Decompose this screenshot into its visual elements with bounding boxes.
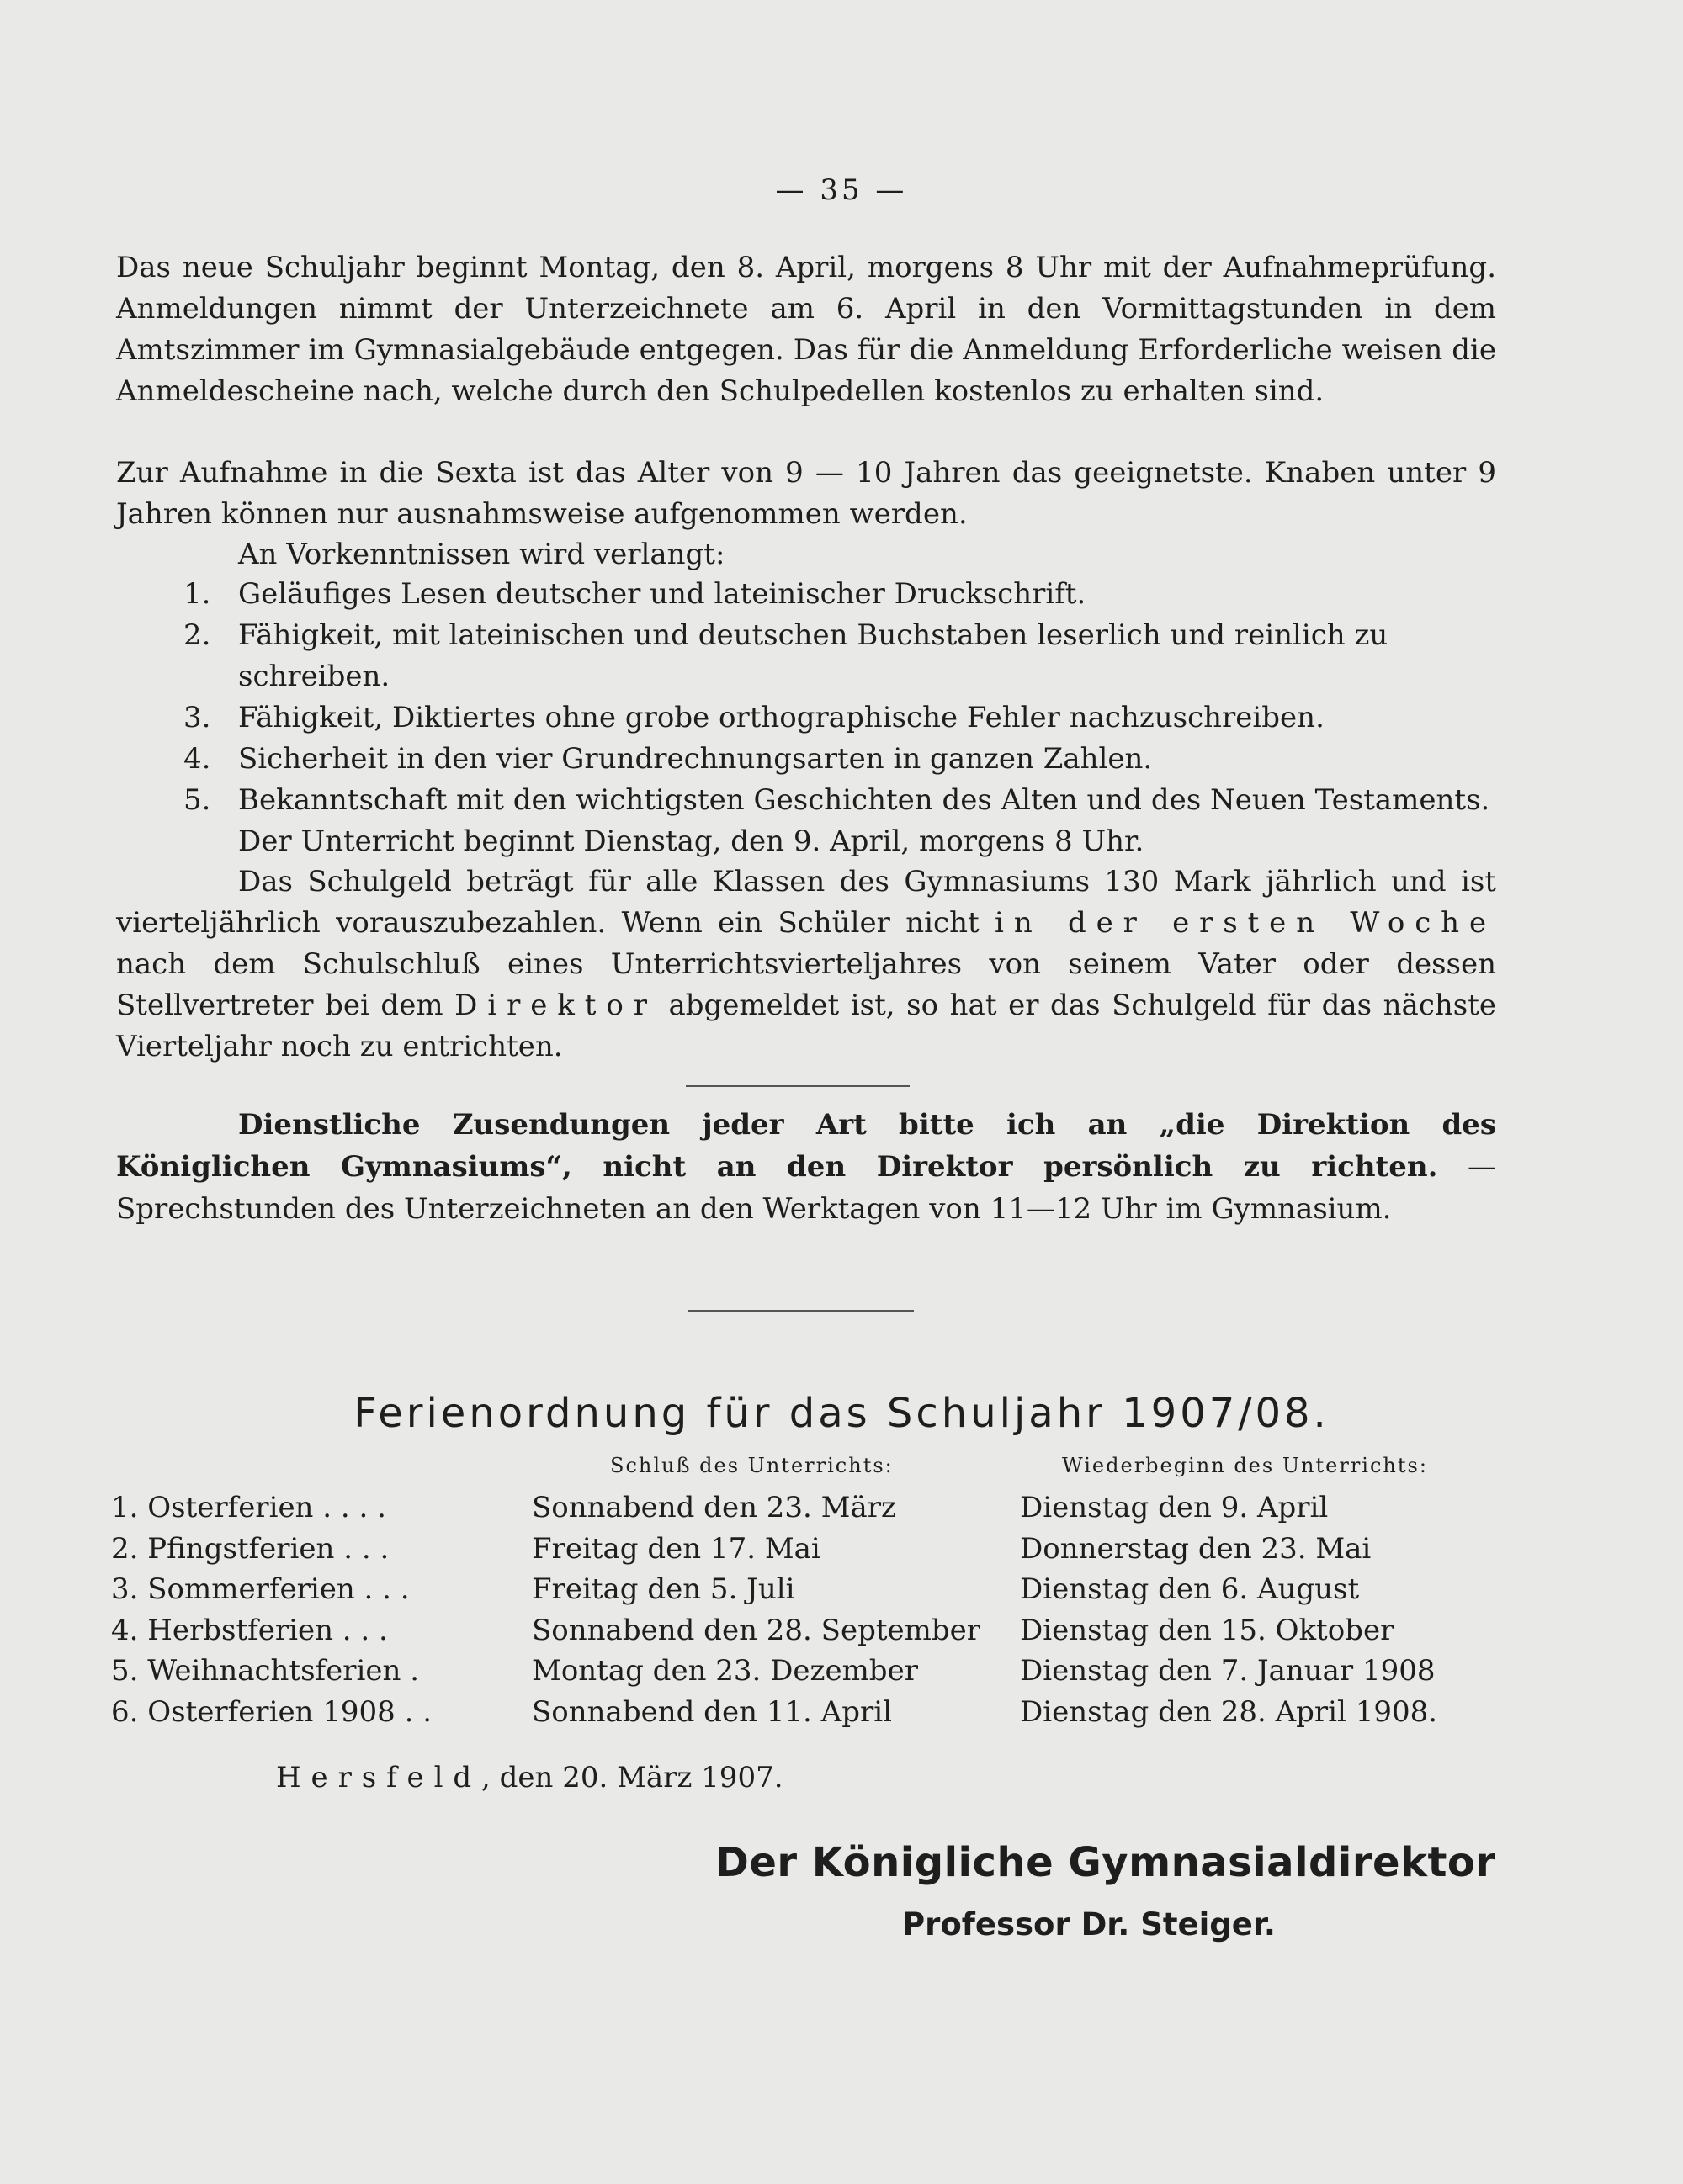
table-row	[111, 1692, 1508, 1733]
text-run: abgemeldet ist, so hat er das Schulgeld für das nächste Vierteljahr noch zu entrichten.	[116, 989, 1496, 1063]
list-item	[183, 574, 1505, 615]
holiday-schedule-title: Ferienordnung für das Schuljahr 1907/08.	[353, 1390, 1330, 1437]
list-item	[183, 697, 1505, 739]
holiday-name: 2. Pfingstferien . . .	[111, 1531, 390, 1566]
paragraph-school-fees	[116, 861, 1496, 1068]
list-item-number: 3.	[183, 701, 211, 734]
holiday-name: 6. Osterferien 1908 . .	[111, 1694, 433, 1729]
paragraph-admission-age: Zur Aufnahme in die Sexta ist das Alter von 9 — 10 Jahren das geeignetste. Knaben unter 9 Jahren können nur ausnahmsweise aufgenommen werden.	[116, 456, 1496, 531]
list-item-text: Bekanntschaft mit den wichtigsten Geschichten des Alten und des Neuen Testaments.	[238, 783, 1490, 817]
signature-title: Der Königliche Gymnasialdirektor	[715, 1839, 1496, 1886]
requirements-list	[183, 574, 1505, 821]
list-item-text: Geläufiges Lesen deutscher und lateinischer Druckschrift.	[238, 577, 1086, 611]
text-run: — Sprechstunden des Unterzeichneten an den Werktagen von 11—12 Uhr im Gymnasium.	[116, 1150, 1496, 1226]
spaced-emphasis: in der ersten Woche	[995, 906, 1496, 940]
table-row	[111, 1529, 1508, 1570]
table-row	[111, 1651, 1508, 1692]
holiday-end: Sonnabend den 11. April	[532, 1694, 892, 1729]
spaced-emphasis: Direktor	[454, 989, 657, 1022]
holiday-resume: Dienstag den 15. Oktober	[1020, 1613, 1394, 1647]
list-item-text: Fähigkeit, mit lateinischen und deutschen Buchstaben leserlich und reinlich zu schreiben.	[238, 618, 1388, 693]
holiday-end: Freitag den 5. Juli	[532, 1572, 795, 1607]
table-row	[111, 1569, 1508, 1610]
place-date-line	[276, 1761, 783, 1794]
holiday-end: Montag den 23. Dezember	[532, 1654, 918, 1688]
list-item-number: 2.	[183, 618, 211, 652]
holiday-resume: Dienstag den 7. Januar 1908	[1020, 1654, 1436, 1688]
holiday-resume: Dienstag den 9. April	[1020, 1491, 1329, 1525]
place: Hersfeld	[276, 1761, 482, 1794]
holiday-table	[111, 1487, 1508, 1732]
bold-notice: Dienstliche Zusendungen jeder Art bitte ich an „die Direktion des Königlichen Gymnasiums“, nicht an den Direktor persönlich zu richten.	[116, 1108, 1496, 1184]
paragraph-correspondence	[116, 1104, 1496, 1230]
text-run: nach dem Schulschluß eines Unterrichtsvierteljahres von seinem Vater oder dessen Stellvertreter bei dem	[116, 947, 1496, 1022]
list-item	[183, 780, 1505, 821]
list-item	[183, 615, 1505, 697]
list-item-number: 5.	[183, 783, 211, 817]
divider	[686, 1085, 910, 1087]
list-item-number: 4.	[183, 742, 211, 776]
table-row	[111, 1610, 1508, 1651]
holiday-end: Sonnabend den 23. März	[532, 1491, 896, 1525]
column-header-end: Schluß des Unterrichts:	[610, 1454, 894, 1477]
holiday-name: 3. Sommerferien . . .	[111, 1572, 410, 1607]
holiday-name: 4. Herbstferien . . .	[111, 1613, 388, 1647]
column-header-resume: Wiederbeginn des Unterrichts:	[1062, 1454, 1428, 1477]
list-item	[183, 739, 1505, 780]
text-run: Das Schulgeld beträgt für alle Klassen des Gymnasiums 130 Mark jährlich und ist vierteljährlich vorauszubezahlen. Wenn ein Schüler nicht	[116, 865, 1496, 940]
list-item-text: Fähigkeit, Diktiertes ohne grobe orthographische Fehler nachzuschreiben.	[238, 701, 1325, 734]
holiday-end: Freitag den 17. Mai	[532, 1531, 820, 1566]
paragraph-school-year-start: Das neue Schuljahr beginnt Montag, den 8. April, morgens 8 Uhr mit der Aufnahmeprüfung. Anmeldungen nimmt der Unterzeichnete am 6. April in den Vormittagstunden in dem Amtszimmer im Gymnasialgebäude entgegen. Das für die Anmeldung Erforderliche weisen die Anmeldescheine nach, welche durch den Schulpedellen kostenlos zu erhalten sind.	[116, 251, 1496, 408]
page-number: — 35 —	[775, 173, 908, 207]
holiday-end: Sonnabend den 28. September	[532, 1613, 980, 1647]
table-row	[111, 1487, 1508, 1529]
holiday-resume: Dienstag den 6. August	[1020, 1572, 1360, 1607]
holiday-resume: Dienstag den 28. April 1908.	[1020, 1694, 1438, 1729]
divider	[688, 1310, 914, 1312]
paragraph-lessons-start: Der Unterricht beginnt Dienstag, den 9. April, morgens 8 Uhr.	[238, 824, 1144, 858]
list-item-text: Sicherheit in den vier Grundrechnungsarten in ganzen Zahlen.	[238, 742, 1153, 776]
paragraph-requirements-intro: An Vorkenntnissen wird verlangt:	[238, 538, 725, 571]
signature-name: Professor Dr. Steiger.	[902, 1906, 1276, 1943]
date: , den 20. März 1907.	[481, 1761, 783, 1794]
holiday-resume: Donnerstag den 23. Mai	[1020, 1531, 1372, 1566]
list-item-number: 1.	[183, 577, 211, 611]
holiday-name: 5. Weihnachtsferien .	[111, 1654, 419, 1688]
holiday-name: 1. Osterferien . . . .	[111, 1491, 386, 1525]
